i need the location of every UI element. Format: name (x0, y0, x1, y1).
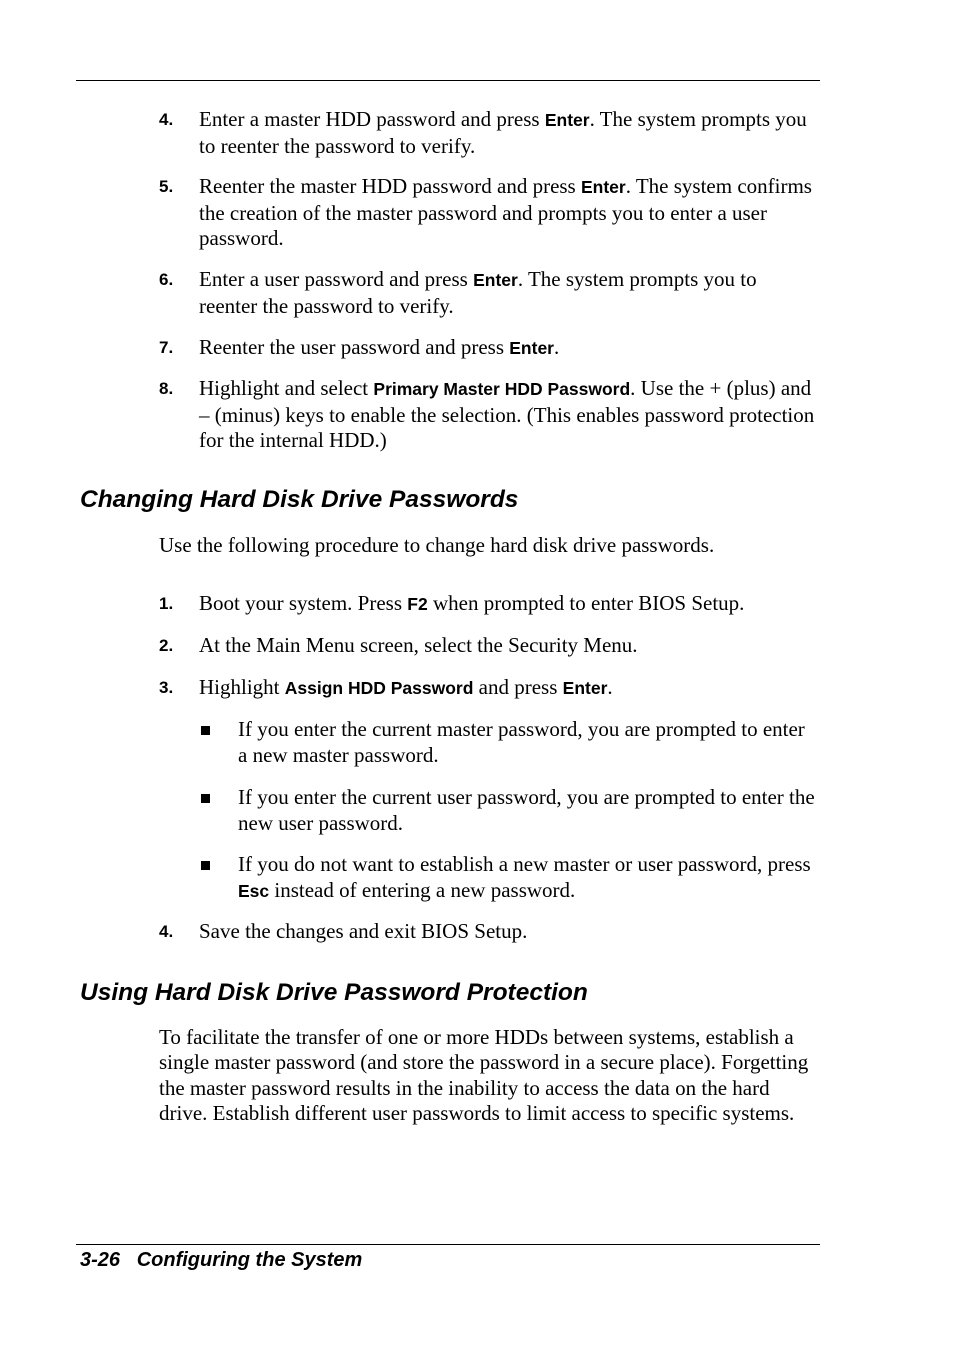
page-footer (80, 1246, 362, 1274)
key-esc: Esc (238, 880, 270, 901)
section-heading-changing: Changing Hard Disk Drive Passwords (80, 486, 519, 513)
step-text: Boot your system. Press F2 when prompted to enter BIOS Setup. (199, 591, 745, 615)
bullet-text: If you enter the current user password, you are prompted to enter the new user password. (238, 785, 815, 835)
step-number: 8. (159, 379, 174, 398)
key-enter: Enter (473, 270, 518, 290)
key-enter: Enter (562, 678, 608, 698)
step-number: 3. (159, 678, 174, 697)
step-number: 5. (159, 177, 174, 196)
step-text: Reenter the user password and press Enter. (199, 335, 560, 359)
step-text: Highlight and select Primary Master HDD Password. Use the + (plus) and – (minus) keys to enable the selection. (This enables password protection for the internal HDD.) (199, 376, 815, 452)
bullet-text: If you enter the current master password, you are prompted to enter a new master password. (238, 717, 805, 767)
menu-item-assign-hdd-password: Assign HDD Password (284, 678, 474, 698)
bullet-text: If you do not want to establish a new master or user password, press Esc instead of entering a new password. (238, 852, 811, 902)
square-bullet-icon (201, 726, 210, 735)
header-rule (76, 80, 820, 81)
step-number: 4. (159, 110, 174, 129)
step-text: Highlight Assign HDD Password and press Enter. (199, 675, 613, 699)
menu-item-primary-master-hdd-password: Primary Master HDD Password (373, 379, 631, 399)
step-number: 7. (159, 338, 174, 357)
page-number: 3-26 (80, 1249, 121, 1271)
square-bullet-icon (201, 794, 210, 803)
step-text: At the Main Menu screen, select the Security Menu. (199, 633, 638, 657)
step-number: 6. (159, 270, 174, 289)
step-text: Enter a master HDD password and press Enter. The system prompts you to reenter the password to verify. (199, 107, 807, 158)
step-text: Save the changes and exit BIOS Setup. (199, 919, 528, 943)
key-enter: Enter (544, 110, 590, 130)
key-f2: F2 (407, 594, 428, 614)
section-body: To facilitate the transfer of one or more HDDs between systems, establish a single master password (and store the password in a secure place). Forgetting the master password results in the inability to access the data on the hard drive. Establish different user passwords to limit access to specific systems. (159, 1025, 809, 1125)
square-bullet-icon (201, 861, 210, 870)
key-enter: Enter (580, 177, 626, 197)
step-number: 2. (159, 636, 174, 655)
step-number: 1. (159, 594, 174, 613)
step-text: Reenter the master HDD password and press Enter. The system confirms the creation of the master password and prompts you to enter a user password. (199, 174, 812, 250)
step-number: 4. (159, 922, 174, 941)
step-text: Enter a user password and press Enter. The system prompts you to reenter the password to verify. (199, 267, 757, 318)
section-intro: Use the following procedure to change hard disk drive passwords. (159, 533, 715, 557)
section-heading-using: Using Hard Disk Drive Password Protection (80, 979, 588, 1006)
key-enter: Enter (509, 338, 554, 358)
footer-rule (76, 1244, 820, 1245)
chapter-title: Configuring the System (136, 1249, 363, 1271)
